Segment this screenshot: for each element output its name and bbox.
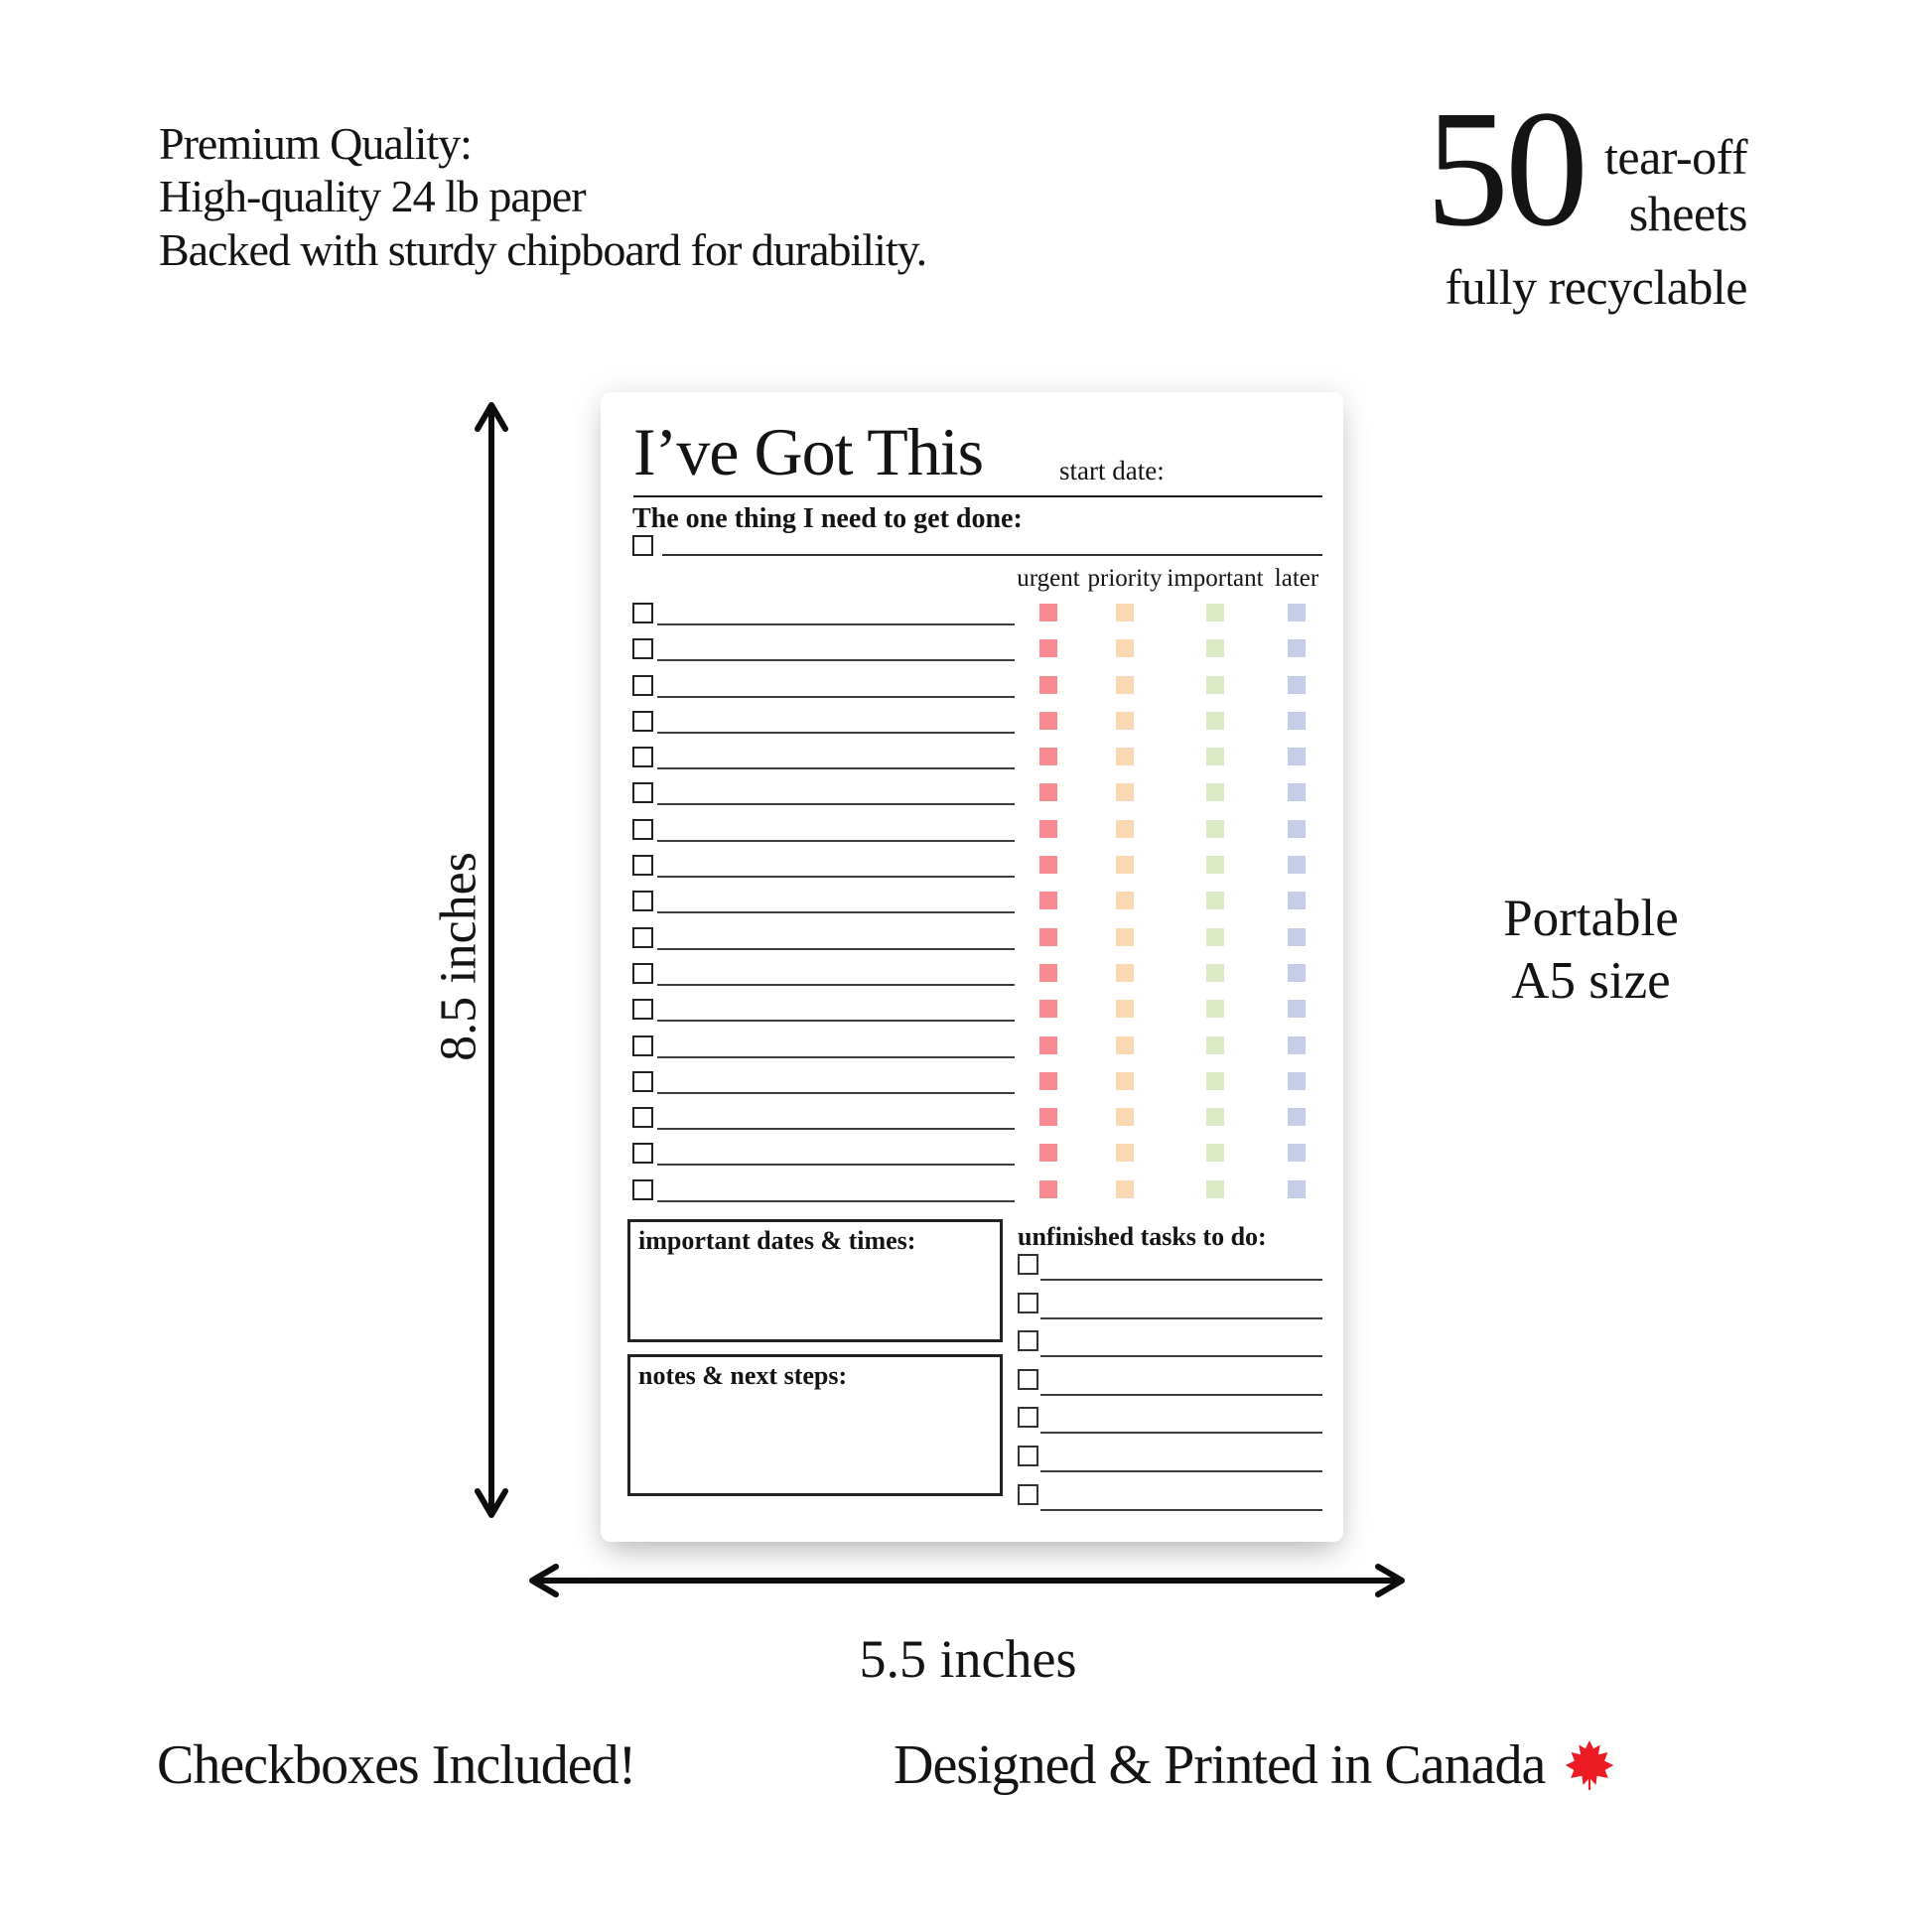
- important-swatch: [1206, 1180, 1224, 1198]
- urgent-swatch: [1039, 1180, 1057, 1198]
- later-swatch: [1288, 1144, 1306, 1162]
- sheet-count-row: [1426, 76, 1747, 261]
- checkbox-icon: [632, 711, 653, 732]
- write-in-line: [657, 840, 1015, 842]
- later-swatch: [1288, 748, 1306, 765]
- unfinished-task-row: [1018, 1369, 1322, 1408]
- write-in-line: [657, 803, 1015, 805]
- write-in-line: [657, 1020, 1015, 1022]
- task-list: [632, 603, 1322, 1215]
- write-in-line: [657, 948, 1015, 950]
- priority-swatch: [1116, 1036, 1134, 1054]
- priority-swatch: [1116, 604, 1134, 621]
- urgent-swatch: [1039, 604, 1057, 621]
- priority-swatch: [1116, 892, 1134, 909]
- write-in-line: [1040, 1432, 1322, 1434]
- checkbox-icon: [1018, 1446, 1038, 1466]
- checkbox-icon: [1018, 1484, 1038, 1505]
- write-in-line: [657, 1128, 1015, 1130]
- task-row: [632, 747, 1322, 782]
- later-swatch: [1288, 856, 1306, 874]
- checkbox-icon: [632, 675, 653, 696]
- task-row: [632, 782, 1322, 818]
- important-swatch: [1206, 964, 1224, 982]
- urgent-swatch: [1039, 1108, 1057, 1126]
- urgent-swatch: [1039, 1036, 1057, 1054]
- checkbox-icon: [632, 603, 653, 623]
- sheet-count-units: [1604, 101, 1747, 242]
- width-dimension-label: 5.5 inches: [859, 1629, 1077, 1689]
- checkbox-icon: [632, 1107, 653, 1128]
- later-swatch: [1288, 1072, 1306, 1090]
- important-swatch: [1206, 1108, 1224, 1126]
- planner-sheet: [601, 392, 1343, 1542]
- write-in-line: [657, 696, 1015, 698]
- unfinished-task-row: [1018, 1330, 1322, 1369]
- write-in-line: [657, 984, 1015, 986]
- notes-label: notes & next steps:: [638, 1361, 848, 1390]
- made-in-canada-text: Designed & Printed in Canada: [894, 1734, 1546, 1796]
- premium-quality-line-1: Premium Quality:: [159, 118, 472, 169]
- write-in-line: [657, 767, 1015, 769]
- unfinished-task-row: [1018, 1407, 1322, 1446]
- write-in-line: [657, 623, 1015, 625]
- checkbox-icon: [632, 782, 653, 803]
- task-row: [632, 963, 1322, 999]
- priority-swatch: [1116, 712, 1134, 730]
- priority-swatch: [1116, 964, 1134, 982]
- checkbox-icon: [632, 1143, 653, 1164]
- important-swatch: [1206, 856, 1224, 874]
- task-row: [632, 999, 1322, 1035]
- write-in-line: [657, 659, 1015, 661]
- portable-size-note: [1415, 888, 1767, 1012]
- later-swatch: [1288, 676, 1306, 694]
- unfinished-tasks-label: unfinished tasks to do:: [1018, 1222, 1267, 1251]
- priority-swatch: [1116, 856, 1134, 874]
- later-swatch: [1288, 892, 1306, 909]
- urgent-swatch: [1039, 1072, 1057, 1090]
- important-swatch: [1206, 639, 1224, 657]
- column-header-later: later: [1274, 565, 1319, 592]
- portable-line: Portable: [1503, 890, 1679, 947]
- header-rule: [633, 495, 1322, 497]
- column-header-urgent: urgent: [1017, 565, 1080, 592]
- write-in-line: [1040, 1394, 1322, 1396]
- checkbox-icon: [632, 535, 653, 556]
- task-row: [632, 1071, 1322, 1107]
- important-swatch: [1206, 928, 1224, 946]
- urgent-swatch: [1039, 820, 1057, 838]
- notes-box: [627, 1354, 1003, 1496]
- priority-swatch: [1116, 676, 1134, 694]
- priority-swatch: [1116, 783, 1134, 801]
- later-swatch: [1288, 820, 1306, 838]
- premium-quality-line-2: High-quality 24 lb paper: [159, 171, 586, 222]
- unfinished-task-list: [1018, 1254, 1322, 1522]
- write-in-line: [662, 554, 1322, 556]
- urgent-swatch: [1039, 928, 1057, 946]
- tear-off-label: tear-off: [1604, 129, 1747, 185]
- checkbox-icon: [1018, 1254, 1038, 1275]
- checkbox-icon: [632, 855, 653, 876]
- unfinished-task-row: [1018, 1293, 1322, 1331]
- checkbox-icon: [632, 963, 653, 984]
- planner-title: I’ve Got This: [633, 414, 984, 489]
- priority-swatch: [1116, 1180, 1134, 1198]
- important-swatch: [1206, 748, 1224, 765]
- task-row: [632, 603, 1322, 638]
- made-in-canada-note: [894, 1733, 1616, 1797]
- one-thing-label: The one thing I need to get done:: [632, 503, 1023, 534]
- write-in-line: [1040, 1279, 1322, 1281]
- task-row: [632, 711, 1322, 747]
- urgent-swatch: [1039, 783, 1057, 801]
- checkbox-icon: [632, 891, 653, 911]
- checkbox-icon: [632, 999, 653, 1020]
- priority-swatch: [1116, 1108, 1134, 1126]
- important-swatch: [1206, 820, 1224, 838]
- checkbox-icon: [1018, 1330, 1038, 1351]
- column-header-important: important: [1167, 565, 1264, 592]
- task-row: [632, 675, 1322, 711]
- important-dates-label: important dates & times:: [638, 1226, 916, 1255]
- task-row: [632, 891, 1322, 926]
- checkbox-icon: [1018, 1293, 1038, 1313]
- write-in-line: [657, 1200, 1015, 1202]
- important-swatch: [1206, 783, 1224, 801]
- checkbox-icon: [632, 819, 653, 840]
- important-swatch: [1206, 604, 1224, 621]
- sheet-count-number: 50: [1426, 76, 1586, 261]
- later-swatch: [1288, 639, 1306, 657]
- write-in-line: [1040, 1470, 1322, 1472]
- write-in-line: [1040, 1317, 1322, 1319]
- checkboxes-included-note: Checkboxes Included!: [157, 1734, 636, 1796]
- sheet-count-callout: [1426, 76, 1747, 316]
- priority-swatch: [1116, 928, 1134, 946]
- task-row: [632, 1107, 1322, 1143]
- checkbox-icon: [632, 1179, 653, 1200]
- urgent-swatch: [1039, 639, 1057, 657]
- write-in-line: [657, 911, 1015, 913]
- premium-quality-text: [159, 117, 926, 276]
- write-in-line: [657, 1092, 1015, 1094]
- write-in-line: [1040, 1509, 1322, 1511]
- recyclable-note: fully recyclable: [1445, 259, 1747, 315]
- urgent-swatch: [1039, 676, 1057, 694]
- write-in-line: [657, 1056, 1015, 1058]
- maple-leaf-icon: [1563, 1738, 1616, 1792]
- checkbox-icon: [1018, 1369, 1038, 1390]
- write-in-line: [657, 1164, 1015, 1166]
- write-in-line: [1040, 1355, 1322, 1357]
- later-swatch: [1288, 1108, 1306, 1126]
- priority-swatch: [1116, 1000, 1134, 1018]
- urgent-swatch: [1039, 892, 1057, 909]
- premium-quality-line-3: Backed with sturdy chipboard for durability.: [159, 223, 927, 275]
- column-header-priority: priority: [1087, 565, 1163, 592]
- checkbox-icon: [632, 747, 653, 767]
- task-row: [632, 819, 1322, 855]
- task-row: [632, 927, 1322, 963]
- important-swatch: [1206, 712, 1224, 730]
- later-swatch: [1288, 604, 1306, 621]
- unfinished-task-row: [1018, 1254, 1322, 1293]
- later-swatch: [1288, 783, 1306, 801]
- checkbox-icon: [632, 1071, 653, 1092]
- priority-swatch: [1116, 639, 1134, 657]
- later-swatch: [1288, 1180, 1306, 1198]
- later-swatch: [1288, 928, 1306, 946]
- later-swatch: [1288, 964, 1306, 982]
- sheets-label: sheets: [1628, 186, 1747, 241]
- priority-swatch: [1116, 820, 1134, 838]
- urgent-swatch: [1039, 748, 1057, 765]
- write-in-line: [657, 732, 1015, 734]
- important-dates-box: [627, 1219, 1003, 1342]
- task-row: [632, 1143, 1322, 1178]
- priority-swatch: [1116, 1144, 1134, 1162]
- checkbox-icon: [1018, 1407, 1038, 1428]
- task-row: [632, 638, 1322, 674]
- urgent-swatch: [1039, 964, 1057, 982]
- height-dimension-label: 8.5 inches: [430, 852, 487, 1061]
- task-row: [632, 1035, 1322, 1071]
- checkbox-icon: [632, 1035, 653, 1056]
- unfinished-task-row: [1018, 1484, 1322, 1523]
- start-date-label: start date:: [1059, 456, 1165, 485]
- later-swatch: [1288, 1036, 1306, 1054]
- checkbox-icon: [632, 638, 653, 659]
- task-row: [632, 1179, 1322, 1215]
- important-swatch: [1206, 1000, 1224, 1018]
- checkbox-icon: [632, 927, 653, 948]
- priority-swatch: [1116, 748, 1134, 765]
- urgent-swatch: [1039, 712, 1057, 730]
- width-dimension-arrow: [524, 1561, 1410, 1600]
- urgent-swatch: [1039, 1144, 1057, 1162]
- write-in-line: [657, 876, 1015, 878]
- important-swatch: [1206, 1072, 1224, 1090]
- urgent-swatch: [1039, 856, 1057, 874]
- a5-size-line: A5 size: [1511, 951, 1671, 1010]
- important-swatch: [1206, 1036, 1224, 1054]
- task-row: [632, 855, 1322, 891]
- later-swatch: [1288, 712, 1306, 730]
- priority-swatch: [1116, 1072, 1134, 1090]
- unfinished-task-row: [1018, 1446, 1322, 1484]
- important-swatch: [1206, 892, 1224, 909]
- urgent-swatch: [1039, 1000, 1057, 1018]
- later-swatch: [1288, 1000, 1306, 1018]
- important-swatch: [1206, 1144, 1224, 1162]
- important-swatch: [1206, 676, 1224, 694]
